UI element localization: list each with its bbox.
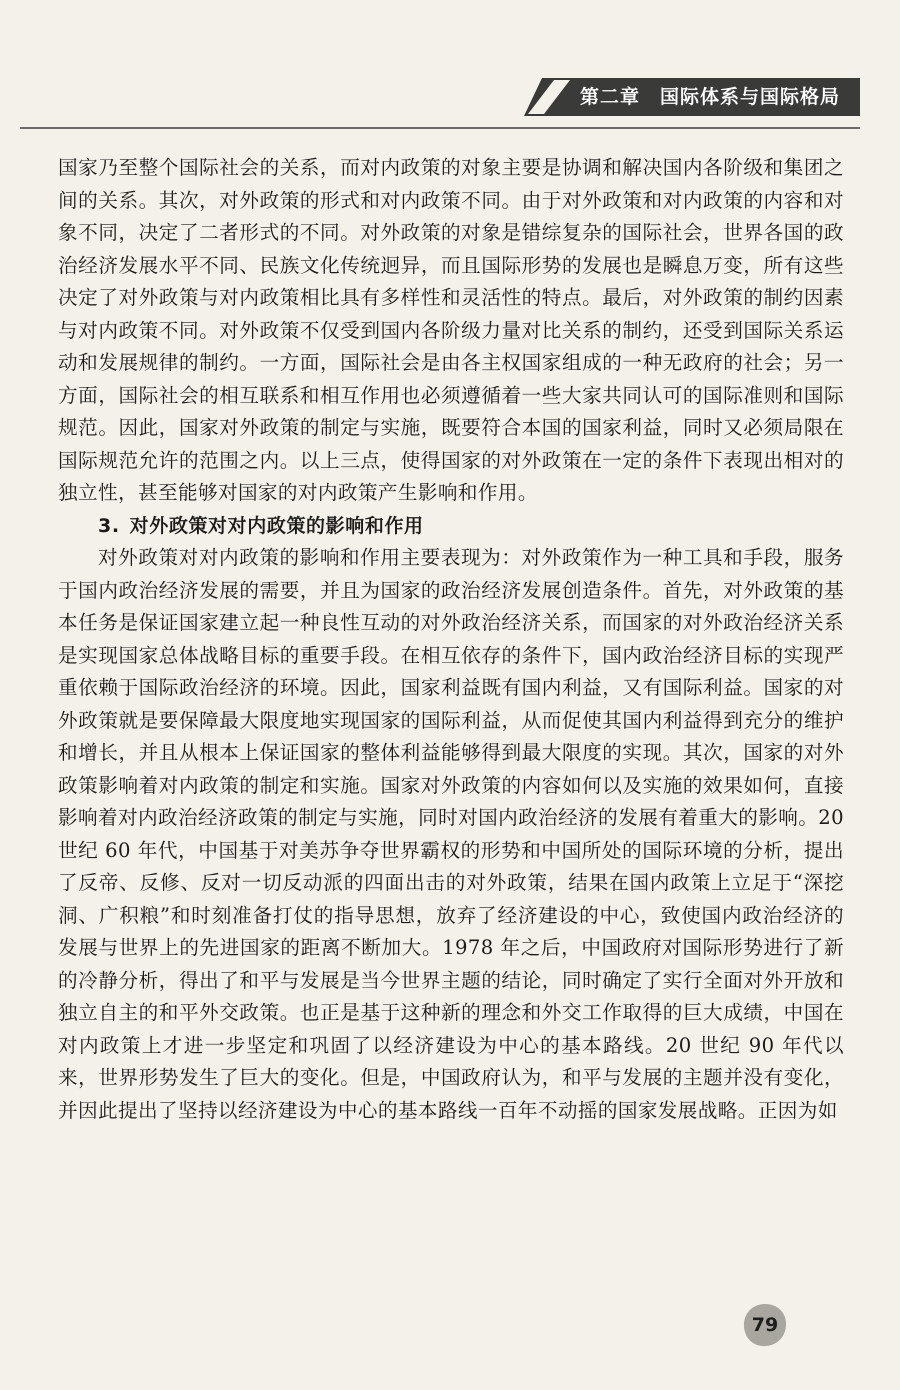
section-title: 对外政策对对内政策的影响和作用: [129, 514, 424, 537]
page-number-badge: [740, 1300, 790, 1350]
section-heading: [58, 510, 844, 543]
paragraph-1: 国家乃至整个国际社会的关系，而对内政策的对象主要是协调和解决国内各阶级和集团之间的关系。其次，对外政策的形式和对内政策不同。由于对外政策和对内政策的内容和对象不同，决定了二者形式的不同。对外政策的对象是错综复杂的国际社会，世界各国的政治经济发展水平不同、民族文化传统迥异，而且国际形势的发展也是瞬息万变，所有这些决定了对外政策与对内政策相比具有多样性和灵活性的特点。最后，对外政策的制约因素与对内政策不同。对外政策不仅受到国内各阶级力量对比关系的制约，还受到国际关系运动和发展规律的制约。一方面，国际社会是由各主权国家组成的一种无政府的社会；另一方面，国际社会的相互联系和相互作用也必须遵循着一些大家共同认可的国际准则和国际规范。因此，国家对外政策的制定与实施，既要符合本国的国家利益，同时又必须局限在国际规范允许的范围之内。以上三点，使得国家的对外政策在一定的条件下表现出相对的独立性，甚至能够对国家的对内政策产生影响和作用。: [58, 156, 844, 504]
header-rule: [20, 127, 860, 129]
header-title: [580, 84, 858, 110]
chapter-title: 国际体系与国际格局: [660, 86, 841, 108]
section-number: 3.: [98, 514, 120, 537]
body-text: [58, 152, 844, 1127]
paragraph-2: 对外政策对对内政策的影响和作用主要表现为：对外政策作为一种工具和手段，服务于国内政治经济发展的需要，并且为国家的政治经济发展创造条件。首先，对外政策的基本任务是保证国家建立起一种良性互动的对外政治经济关系，而国家的对外政治经济关系是实现国家总体战略目标的重要手段。在相互依存的条件下，国内政治经济目标的实现严重依赖于国际政治经济的环境。因此，国家利益既有国内利益，又有国际利益。国家的对外政策就是要保障最大限度地实现国家的国际利益，从而促使其国内利益得到充分的维护和增长，并且从根本上保证国家的整体利益能够得到最大限度的实现。其次，国家的对外政策影响着对内政策的制定和实施。国家对外政策的内容如何以及实施的效果如何，直接影响着对内政治经济政策的制定与实施，同时对国内政治经济的发展有着重大的影响。20 世纪 60 年代，中国基于对美苏争夺世界霸权的形势和中国所处的国际环境的分析，提出了反帝、反修、反对一切反动派的四面出击的对外政策，结果在国内政策上立足于“深挖洞、广积粮”和时刻准备打仗的指导思想，放弃了经济建设的中心，致使国内政治经济的发展与世界上的先进国家的距离不断加大。1978 年之后，中国政府对国际形势进行了新的冷静分析，得出了和平与发展是当今世界主题的结论，同时确定了实行全面对外开放和独立自主的和平外交政策。也正是基于这种新的理念和外交工作取得的巨大成绩，中国在对内政策上才进一步坚定和巩固了以经济建设为中心的基本路线。20 世纪 90 年代以来，世界形势发生了巨大的变化。但是，中国政府认为，和平与发展的主题并没有变化，并因此提出了坚持以经济建设为中心的基本路线一百年不动摇的国家发展战略。正因为如: [58, 546, 844, 1122]
chapter-number: 第二章: [580, 86, 641, 108]
page-number: 79: [751, 1314, 779, 1336]
running-header: [520, 78, 860, 116]
